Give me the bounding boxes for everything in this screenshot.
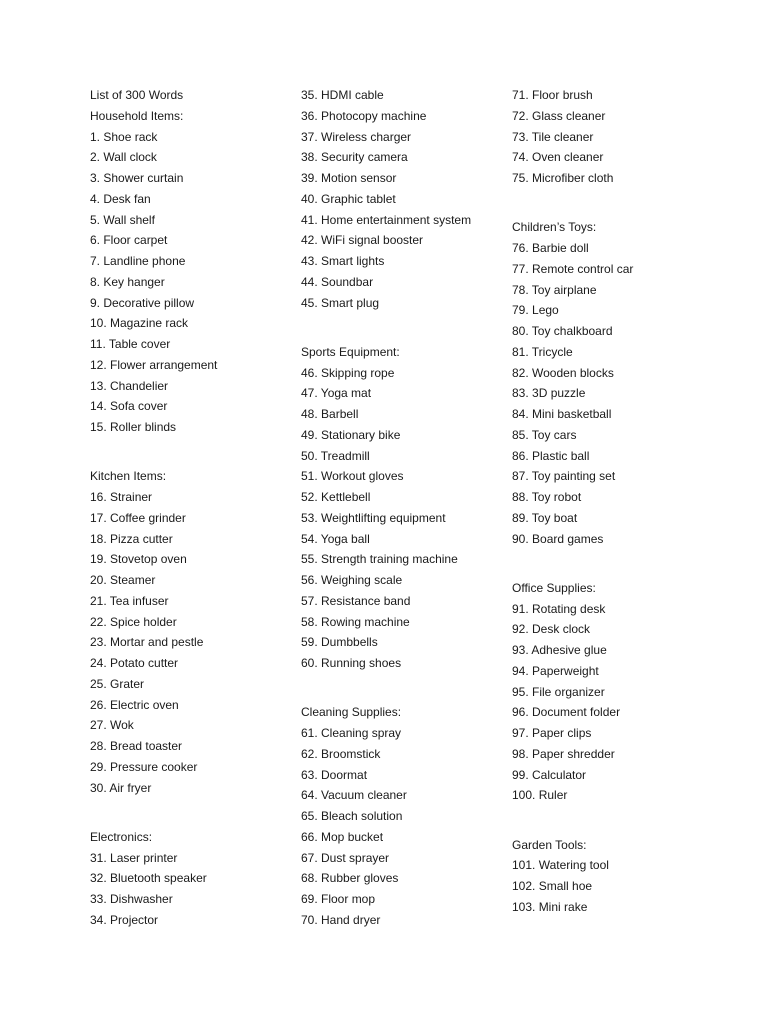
list-item: 87. Toy painting set [512,469,616,484]
section-heading: Electronics: [90,829,153,844]
list-item: 46. Skipping rope [301,365,395,380]
list-item: 26. Electric oven [90,697,179,712]
section-heading: Office Supplies: [512,580,596,595]
list-item: 88. Toy robot [512,490,582,504]
list-item: 92. Desk clock [512,622,591,637]
list-item: 7. Landline phone [90,254,186,268]
list-item: 60. Running shoes [301,656,402,670]
section-spacer [512,806,712,835]
list-item: 54. Yoga ball [301,531,370,546]
list-item: 59. Dumbbells [301,635,378,650]
section-spacer [90,438,290,467]
section-spacer [512,189,712,218]
list-item: 52. Kettlebell [301,490,371,504]
column-2 [301,85,501,931]
list-item: 68. Rubber gloves [301,871,399,886]
list-item: 83. 3D puzzle [512,386,586,401]
list-item: 30. Air fryer [90,780,152,795]
list-item: 10. Magazine rack [90,316,189,331]
list-item: 94. Paperweight [512,663,599,678]
list-item: 38. Security camera [301,150,408,165]
list-item: 72. Glass cleaner [512,108,606,123]
list-item: 98. Paper shredder [512,746,615,761]
section-heading: Household Items: [90,108,184,123]
list-item: 53. Weightlifting equipment [301,510,446,525]
list-item: 9. Decorative pillow [90,295,195,310]
list-item: 74. Oven cleaner [512,150,604,165]
list-item: 40. Graphic tablet [301,191,396,206]
list-item: 34. Projector [90,912,159,927]
list-item: 85. Toy cars [512,427,577,442]
list-item: 18. Pizza cutter [90,531,173,546]
list-item: 13. Chandelier [90,378,169,393]
section-heading: Garden Tools: [512,837,587,852]
list-item: 100. Ruler [512,788,568,803]
list-item: 44. Soundbar [301,274,374,289]
list-item: 12. Flower arrangement [90,357,218,372]
list-item: 43. Smart lights [301,254,385,268]
list-item: 22. Spice holder [90,614,177,629]
list-item: 27. Wok [90,718,134,733]
list-item: 96. Document folder [512,705,621,720]
list-item: 29. Pressure cooker [90,759,198,774]
list-item: 16. Strainer [90,490,153,504]
list-item: 63. Doormat [301,767,368,782]
section-heading: Kitchen Items: [90,469,167,484]
list-item: 8. Key hanger [90,274,165,289]
list-item: 69. Floor mop [301,892,376,906]
list-item: 20. Steamer [90,573,156,587]
list-item: 101. Watering tool [512,858,609,873]
list-item: 70. Hand dryer [301,912,381,927]
list-item: 90. Board games [512,531,604,546]
list-item: 24. Potato cutter [90,656,179,670]
list-item: 78. Toy airplane [512,282,597,297]
section-heading: Children’s Toys: [512,220,597,235]
list-item: 67. Dust sprayer [301,850,390,865]
list-item: 64. Vacuum cleaner [301,788,407,803]
list-item: 23. Mortar and pestle [90,635,204,650]
list-item: 57. Resistance band [301,593,411,608]
list-item: 99. Calculator [512,767,587,782]
list-item: 21. Tea infuser [90,593,169,608]
list-item: 97. Paper clips [512,726,592,740]
list-item: 93. Adhesive glue [512,643,607,657]
document-title: List of 300 Words [90,88,184,102]
list-item: 79. Lego [512,303,559,318]
list-item: 62. Broomstick [301,746,381,761]
list-item: 28. Bread toaster [90,739,183,753]
list-item: 45. Smart plug [301,295,380,310]
list-item: 80. Toy chalkboard [512,324,613,338]
list-item: 91. Rotating desk [512,601,606,616]
list-item: 6. Floor carpet [90,233,168,248]
list-item: 51. Workout gloves [301,469,404,484]
list-item: 56. Weighing scale [301,573,403,587]
list-item: 4. Desk fan [90,191,151,206]
list-item: 39. Motion sensor [301,171,397,185]
list-item: 5. Wall shelf [90,212,155,227]
list-item: 1. Shoe rack [90,129,158,144]
list-item: 17. Coffee grinder [90,510,186,525]
list-item: 102. Small hoe [512,879,593,893]
list-item: 31. Laser printer [90,850,178,865]
section-spacer [301,674,501,703]
list-item: 55. Strength training machine [301,552,458,567]
list-item: 76. Barbie doll [512,241,589,255]
list-item: 14. Sofa cover [90,399,168,414]
list-item: 33. Dishwasher [90,892,173,906]
list-item: 81. Tricycle [512,344,573,359]
column-1 [90,85,290,931]
list-item: 42. WiFi signal booster [301,233,424,248]
section-spacer [512,549,712,578]
list-item: 75. Microfiber cloth [512,171,614,185]
list-item: 66. Mop bucket [301,829,384,844]
list-item: 3. Shower curtain [90,171,184,185]
list-item: 77. Remote control car [512,261,634,276]
list-item: 32. Bluetooth speaker [90,871,207,886]
list-item: 35. HDMI cable [301,88,384,102]
list-item: 11. Table cover [90,337,171,351]
list-item: 19. Stovetop oven [90,552,187,567]
section-spacer [301,313,501,342]
list-item: 95. File organizer [512,684,605,699]
list-item: 71. Floor brush [512,88,593,102]
list-item: 73. Tile cleaner [512,129,594,144]
list-item: 58. Rowing machine [301,614,410,629]
list-item: 37. Wireless charger [301,129,412,144]
list-item: 82. Wooden blocks [512,365,614,380]
column-3 [512,85,712,918]
list-item: 86. Plastic ball [512,448,590,463]
list-item: 36. Photocopy machine [301,108,427,123]
list-item: 89. Toy boat [512,510,578,525]
list-item: 103. Mini rake [512,899,588,914]
list-item: 50. Treadmill [301,448,370,463]
list-item: 15. Roller blinds [90,420,177,434]
list-item: 61. Cleaning spray [301,726,402,740]
section-heading: Sports Equipment: [301,344,400,359]
list-item: 41. Home entertainment system [301,212,472,227]
list-item: 49. Stationary bike [301,427,401,442]
list-item: 2. Wall clock [90,150,157,165]
section-spacer [90,798,290,827]
list-item: 65. Bleach solution [301,809,403,823]
list-item: 47. Yoga mat [301,386,372,401]
list-item: 84. Mini basketball [512,407,612,421]
section-heading: Cleaning Supplies: [301,705,402,720]
list-item: 48. Barbell [301,407,359,421]
list-item: 25. Grater [90,676,145,691]
